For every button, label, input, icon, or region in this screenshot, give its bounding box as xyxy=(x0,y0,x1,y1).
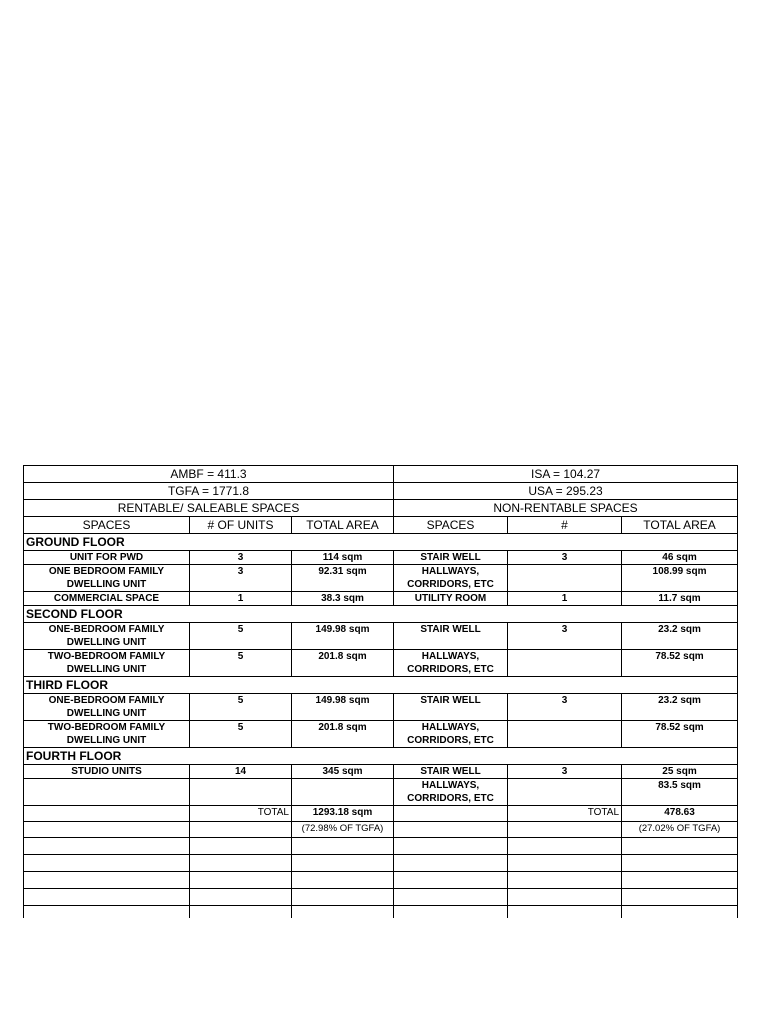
total-label-right: TOTAL xyxy=(508,806,622,822)
col-header-spaces: SPACES xyxy=(24,517,190,534)
floor-title: GROUND FLOOR xyxy=(24,534,738,551)
nonrentable-area: 108.99 sqm xyxy=(622,565,738,592)
total-note-left: (72.98% OF TGFA) xyxy=(292,822,394,838)
total-value-left: 1293.18 sqm xyxy=(292,806,394,822)
usa-value: USA = 295.23 xyxy=(394,483,738,500)
nonrentable-area: 23.2 sqm xyxy=(622,694,738,721)
tgfa-value: TGFA = 1771.8 xyxy=(24,483,394,500)
unit-count xyxy=(190,779,292,806)
floor-header-row xyxy=(24,748,738,765)
empty-row xyxy=(24,889,738,906)
table-row xyxy=(24,551,738,565)
floor-title: THIRD FLOOR xyxy=(24,677,738,694)
nonrentable-space-name: HALLWAYS, CORRIDORS, ETC xyxy=(394,565,508,592)
space-summary-table xyxy=(23,465,738,918)
table-body xyxy=(24,466,738,919)
space-name: STUDIO UNITS xyxy=(24,765,190,779)
ambf-value: AMBF = 411.3 xyxy=(24,466,394,483)
nonrentable-area: 78.52 sqm xyxy=(622,650,738,677)
space-area: 201.8 sqm xyxy=(292,650,394,677)
total-label-left: TOTAL xyxy=(190,806,292,822)
nonrentable-space-name: HALLWAYS, CORRIDORS, ETC xyxy=(394,721,508,748)
floor-title: SECOND FLOOR xyxy=(24,606,738,623)
space-name xyxy=(24,779,190,806)
table-row xyxy=(24,592,738,606)
floor-header-row xyxy=(24,677,738,694)
nonrentable-space-name: STAIR WELL xyxy=(394,623,508,650)
space-name: TWO-BEDROOM FAMILY DWELLING UNIT xyxy=(24,721,190,748)
unit-count: 5 xyxy=(190,721,292,748)
nonrentable-count xyxy=(508,779,622,806)
space-area xyxy=(292,779,394,806)
space-name: ONE BEDROOM FAMILY DWELLING UNIT xyxy=(24,565,190,592)
nonrentable-space-name: HALLWAYS, CORRIDORS, ETC xyxy=(394,779,508,806)
table-row xyxy=(24,765,738,779)
space-area: 149.98 sqm xyxy=(292,623,394,650)
column-header-row xyxy=(24,517,738,534)
nonrentable-count xyxy=(508,650,622,677)
nonrentable-count xyxy=(508,721,622,748)
space-name: COMMERCIAL SPACE xyxy=(24,592,190,606)
nonrentable-space-name: STAIR WELL xyxy=(394,551,508,565)
rentable-title: RENTABLE/ SALEABLE SPACES xyxy=(24,500,394,517)
floor-header-row xyxy=(24,534,738,551)
nonrentable-count: 3 xyxy=(508,623,622,650)
total-value-right: 478.63 xyxy=(622,806,738,822)
table-row xyxy=(24,650,738,677)
space-area: 345 sqm xyxy=(292,765,394,779)
space-area: 38.3 sqm xyxy=(292,592,394,606)
empty-row xyxy=(24,838,738,855)
nonrentable-space-name: STAIR WELL xyxy=(394,765,508,779)
space-name: ONE-BEDROOM FAMILY DWELLING UNIT xyxy=(24,623,190,650)
percentage-row xyxy=(24,822,738,838)
nonrentable-count: 1 xyxy=(508,592,622,606)
nonrentable-area: 23.2 sqm xyxy=(622,623,738,650)
floor-title: FOURTH FLOOR xyxy=(24,748,738,765)
nonrentable-title: NON-RENTABLE SPACES xyxy=(394,500,738,517)
total-note-right: (27.02% OF TGFA) xyxy=(622,822,738,838)
nonrentable-space-name: HALLWAYS, CORRIDORS, ETC xyxy=(394,650,508,677)
nonrentable-area: 25 sqm xyxy=(622,765,738,779)
col-header-units: # OF UNITS xyxy=(190,517,292,534)
space-area: 201.8 sqm xyxy=(292,721,394,748)
space-area: 149.98 sqm xyxy=(292,694,394,721)
table-row xyxy=(24,721,738,748)
unit-count: 14 xyxy=(190,765,292,779)
table-row xyxy=(24,779,738,806)
space-area: 92.31 sqm xyxy=(292,565,394,592)
table-row xyxy=(24,694,738,721)
nonrentable-area: 11.7 sqm xyxy=(622,592,738,606)
col-header-nr-count: # xyxy=(508,517,622,534)
nonrentable-space-name: UTILITY ROOM xyxy=(394,592,508,606)
floor-header-row xyxy=(24,606,738,623)
unit-count: 5 xyxy=(190,623,292,650)
unit-count: 5 xyxy=(190,694,292,721)
nonrentable-area: 78.52 sqm xyxy=(622,721,738,748)
nonrentable-area: 83.5 sqm xyxy=(622,779,738,806)
totals-row xyxy=(24,806,738,822)
space-name: TWO-BEDROOM FAMILY DWELLING UNIT xyxy=(24,650,190,677)
empty-row xyxy=(24,872,738,889)
nonrentable-count: 3 xyxy=(508,551,622,565)
unit-count: 3 xyxy=(190,565,292,592)
col-header-total-area: TOTAL AREA xyxy=(292,517,394,534)
space-name: UNIT FOR PWD xyxy=(24,551,190,565)
empty-row xyxy=(24,855,738,872)
nonrentable-area: 46 sqm xyxy=(622,551,738,565)
table-row xyxy=(24,565,738,592)
unit-count: 5 xyxy=(190,650,292,677)
nonrentable-space-name: STAIR WELL xyxy=(394,694,508,721)
unit-count: 1 xyxy=(190,592,292,606)
nonrentable-count: 3 xyxy=(508,694,622,721)
table-row xyxy=(24,623,738,650)
unit-count: 3 xyxy=(190,551,292,565)
col-header-nr-spaces: SPACES xyxy=(394,517,508,534)
empty-row xyxy=(24,906,738,919)
space-area: 114 sqm xyxy=(292,551,394,565)
nonrentable-count xyxy=(508,565,622,592)
space-name: ONE-BEDROOM FAMILY DWELLING UNIT xyxy=(24,694,190,721)
isa-value: ISA = 104.27 xyxy=(394,466,738,483)
nonrentable-count: 3 xyxy=(508,765,622,779)
col-header-nr-total-area: TOTAL AREA xyxy=(622,517,738,534)
